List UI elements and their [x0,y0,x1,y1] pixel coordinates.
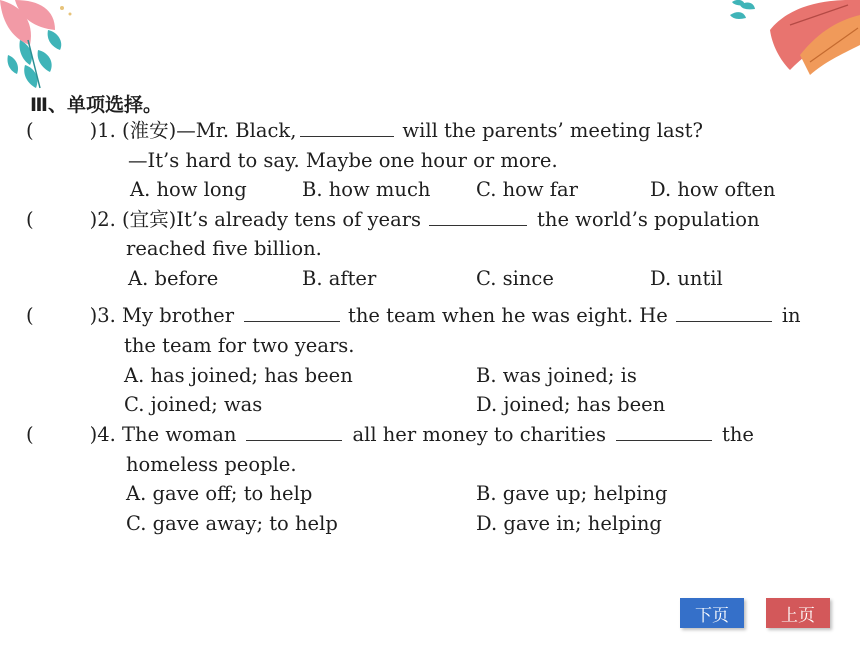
question-text: all her money to charities [352,423,606,446]
answer-blank [244,303,340,322]
answer-paren-left: ( [26,119,34,142]
question-4-line2: homeless people. [126,453,297,476]
option-b: B. was joined; is [476,364,637,387]
option-a: A. gave off; to help [126,482,313,505]
question-text: My brother [122,304,235,327]
question-1-line1 [26,118,703,144]
answer-blank [616,422,712,441]
next-page-button[interactable]: 下页 [680,598,744,628]
answer-blank [246,422,342,441]
option-d: D. how often [650,178,776,201]
option-c: C. since [476,267,554,290]
feather-decoration-icon [730,0,860,80]
question-text: the [721,423,754,446]
option-a: A. before [128,267,219,290]
question-text: The woman [122,423,237,446]
option-b: B. how much [302,178,431,201]
option-a: A. how long [130,178,247,201]
question-number: )1. [89,119,116,142]
option-c: C. joined; was [124,393,263,416]
question-text: the world’s population [537,208,760,231]
option-b: B. after [302,267,377,290]
question-3-line1: ( )3. My brother the team when he was eight. He in [26,304,801,327]
option-c: C. gave away; to help [126,512,338,535]
question-text: (宜宾)It’s already tens of years [122,208,422,231]
previous-page-button[interactable]: 上页 [766,598,830,628]
question-4-line1: ( )4. The woman all her money to charities the [26,423,754,446]
option-d: D. joined; has been [476,393,666,416]
question-1-line2: —It’s hard to say. Maybe one hour or more. [128,149,558,172]
answer-blank [300,118,394,137]
question-2-line2: reached five billion. [126,237,322,260]
question-text: in [781,304,801,327]
question-text: will the parents’ meeting last? [402,119,703,142]
option-b: B. gave up; helping [476,482,668,505]
option-d: D. until [650,267,723,290]
leaf-decoration-icon [0,0,120,100]
answer-blank [429,207,527,226]
question-2-line1: ( )2. (宜宾)It’s already tens of years the world’s population [26,208,760,231]
question-number: )4. [89,423,116,446]
option-d: D. gave in; helping [476,512,662,535]
question-3-line2: the team for two years. [124,334,355,357]
option-c: C. how far [476,178,578,201]
question-number: )3. [89,304,116,327]
question-text: the team when he was eight. He [348,304,668,327]
answer-blank [676,303,772,322]
section-title: Ⅲ、单项选择。 [30,94,162,116]
option-a: A. has joined; has been [124,364,353,387]
question-number: )2. [89,208,116,231]
question-text: (淮安)—Mr. Black, [122,119,297,142]
